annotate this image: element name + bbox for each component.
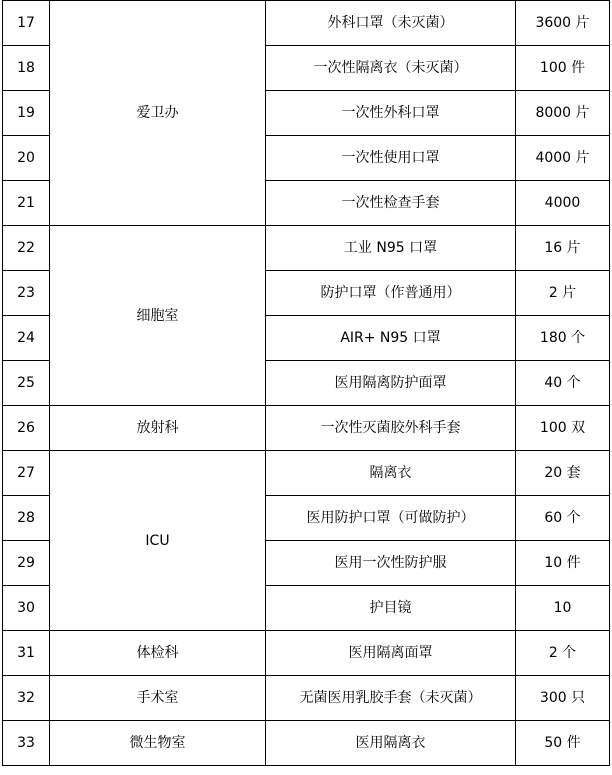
item-name-cell: 一次性隔离衣（未灭菌）: [266, 46, 516, 91]
quantity-cell: 60 个: [516, 496, 610, 541]
row-number-cell: 30: [3, 586, 50, 631]
quantity-cell: 2 个: [516, 631, 610, 676]
item-name-cell: 护目镜: [266, 586, 516, 631]
quantity-cell: 300 只: [516, 676, 610, 721]
item-name-cell: 一次性使用口罩: [266, 136, 516, 181]
row-number-cell: 17: [3, 1, 50, 46]
quantity-cell: 4000: [516, 181, 610, 226]
department-cell: 微生物室: [50, 721, 266, 766]
row-number-cell: 22: [3, 226, 50, 271]
quantity-cell: 4000 片: [516, 136, 610, 181]
row-number-cell: 28: [3, 496, 50, 541]
item-name-cell: 无菌医用乳胶手套（未灭菌）: [266, 676, 516, 721]
quantity-cell: 100 双: [516, 406, 610, 451]
department-cell: 爱卫办: [50, 1, 266, 226]
supplies-table-body: [3, 1, 610, 766]
item-name-cell: AIR+ N95 口罩: [266, 316, 516, 361]
quantity-cell: 10: [516, 586, 610, 631]
item-name-cell: 一次性检查手套: [266, 181, 516, 226]
department-cell: 细胞室: [50, 226, 266, 406]
quantity-cell: 40 个: [516, 361, 610, 406]
table-row: [3, 226, 610, 271]
row-number-cell: 18: [3, 46, 50, 91]
quantity-cell: 50 件: [516, 721, 610, 766]
item-name-cell: 隔离衣: [266, 451, 516, 496]
table-row: [3, 721, 610, 766]
quantity-cell: 8000 片: [516, 91, 610, 136]
row-number-cell: 33: [3, 721, 50, 766]
row-number-cell: 32: [3, 676, 50, 721]
item-name-cell: 工业 N95 口罩: [266, 226, 516, 271]
table-row: [3, 676, 610, 721]
quantity-cell: 180 个: [516, 316, 610, 361]
item-name-cell: 一次性灭菌胶外科手套: [266, 406, 516, 451]
quantity-cell: 3600 片: [516, 1, 610, 46]
table-row: [3, 406, 610, 451]
table-row: [3, 631, 610, 676]
item-name-cell: 医用隔离面罩: [266, 631, 516, 676]
item-name-cell: 外科口罩（未灭菌）: [266, 1, 516, 46]
item-name-cell: 防护口罩（作普通用）: [266, 271, 516, 316]
quantity-cell: 16 片: [516, 226, 610, 271]
department-cell: 体检科: [50, 631, 266, 676]
table-row: [3, 451, 610, 496]
row-number-cell: 20: [3, 136, 50, 181]
quantity-cell: 20 套: [516, 451, 610, 496]
supplies-table: [2, 0, 610, 766]
item-name-cell: 一次性外科口罩: [266, 91, 516, 136]
item-name-cell: 医用隔离防护面罩: [266, 361, 516, 406]
row-number-cell: 23: [3, 271, 50, 316]
department-cell: ICU: [50, 451, 266, 631]
quantity-cell: 100 件: [516, 46, 610, 91]
department-cell: 手术室: [50, 676, 266, 721]
row-number-cell: 25: [3, 361, 50, 406]
item-name-cell: 医用隔离衣: [266, 721, 516, 766]
item-name-cell: 医用防护口罩（可做防护）: [266, 496, 516, 541]
quantity-cell: 10 件: [516, 541, 610, 586]
row-number-cell: 29: [3, 541, 50, 586]
row-number-cell: 26: [3, 406, 50, 451]
department-cell: 放射科: [50, 406, 266, 451]
table-row: [3, 1, 610, 46]
row-number-cell: 19: [3, 91, 50, 136]
quantity-cell: 2 片: [516, 271, 610, 316]
row-number-cell: 27: [3, 451, 50, 496]
row-number-cell: 31: [3, 631, 50, 676]
row-number-cell: 24: [3, 316, 50, 361]
row-number-cell: 21: [3, 181, 50, 226]
item-name-cell: 医用一次性防护服: [266, 541, 516, 586]
